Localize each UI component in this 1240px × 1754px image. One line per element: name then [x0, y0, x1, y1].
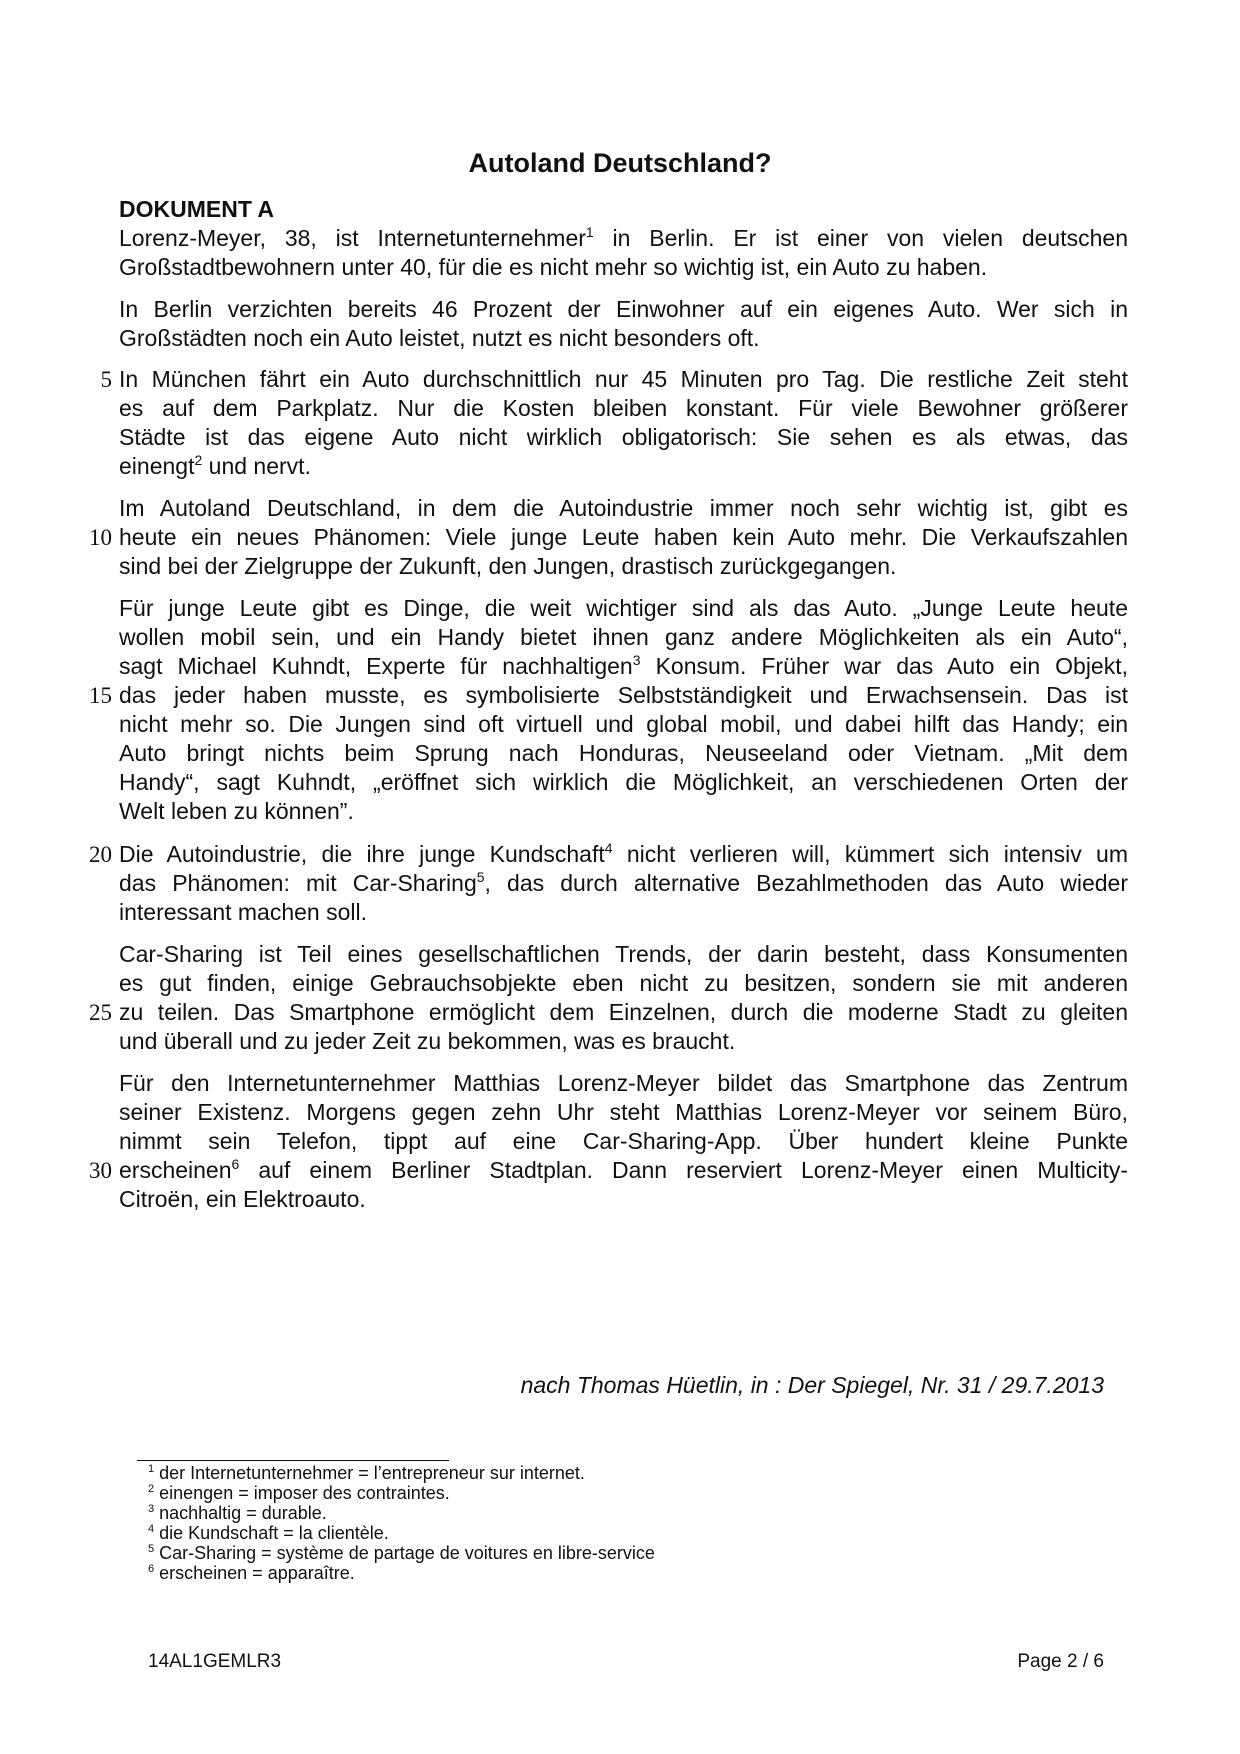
body-line: interessant machen soll. [119, 899, 368, 925]
footnote: $^6$ erscheinen = apparaître. [148, 1563, 355, 1583]
footnote-divider [137, 1460, 449, 1461]
document-title: Autoland Deutschland? [468, 148, 772, 178]
body-line: Handy“, sagt Kuhndt, „eröffnet sich wirklich die Möglichkeit, an verschiedenen Orten der [119, 769, 1128, 795]
body-line: In München fährt ein Auto durchschnittlich nur 45 Minuten pro Tag. Die restliche Zeit steht [119, 366, 1128, 392]
body-line: sagt Michael Kuhndt, Experte für nachhaltigen$^3$ Konsum. Früher war das Auto ein Objekt, [119, 652, 1129, 679]
body-line: Großstadtbewohnern unter 40, für die es nicht mehr so wichtig ist, ein Auto zu haben. [119, 254, 988, 280]
body-line: das jeder haben musste, es symbolisierte Selbstständigkeit und Erwachsensein. Das ist [119, 682, 1128, 708]
body-line: erscheinen$^6$ auf einem Berliner Stadtplan. Dann reserviert Lorenz-Meyer einen Multicity- [119, 1156, 1128, 1183]
body-line: Auto bringt nichts beim Sprung nach Honduras, Neuseeland oder Vietnam. „Mit dem [119, 740, 1128, 766]
line-number: 20 [89, 842, 112, 867]
footnote: $^3$ nachhaltig = durable. [148, 1503, 327, 1523]
body-line: sind bei der Zielgruppe der Zukunft, den Jungen, drastisch zurückgegangen. [119, 553, 897, 579]
body-line: es auf dem Parkplatz. Nur die Kosten bleiben konstant. Für viele Bewohner größerer [119, 395, 1128, 421]
body-line: Für den Internetunternehmer Matthias Lorenz-Meyer bildet das Smartphone das Zentrum [119, 1070, 1128, 1096]
footnote: $^5$ Car-Sharing = système de partage de voitures en libre-service [148, 1543, 655, 1563]
body-line: nicht mehr so. Die Jungen sind oft virtuell und global mobil, und dabei hilft das Handy; ein [119, 711, 1128, 737]
line-number: 25 [89, 1000, 112, 1025]
body-line: Welt leben zu können”. [119, 798, 354, 824]
body-line: Für junge Leute gibt es Dinge, die weit wichtiger sind als das Auto. „Junge Leute heute [119, 595, 1128, 621]
body-line: zu teilen. Das Smartphone ermöglicht dem Einzelnen, durch die moderne Stadt zu gleiten [119, 999, 1128, 1025]
body-line: Städte ist das eigene Auto nicht wirklich obligatorisch: Sie sehen es als etwas, das [119, 424, 1128, 450]
body-line: einengt$^2$ und nervt. [119, 452, 311, 479]
line-number: 30 [89, 1158, 112, 1183]
body-line: heute ein neues Phänomen: Viele junge Leute haben kein Auto mehr. Die Verkaufszahlen [119, 524, 1128, 550]
footnote: $^2$ einengen = imposer des contraintes. [148, 1483, 450, 1503]
body-line: und überall und zu jeder Zeit zu bekommen, was es braucht. [119, 1028, 736, 1054]
footnote: $^4$ die Kundschaft = la clientèle. [148, 1523, 389, 1543]
body-line: seiner Existenz. Morgens gegen zehn Uhr steht Matthias Lorenz-Meyer vor seinem Büro, [119, 1099, 1128, 1125]
footnote: $^1$ der Internetunternehmer = l’entrepreneur sur internet. [148, 1463, 585, 1483]
body-line: In Berlin verzichten bereits 46 Prozent der Einwohner auf ein eigenes Auto. Wer sich in [119, 296, 1128, 322]
page-number: Page 2 / 6 [1017, 1651, 1104, 1672]
body-line: Lorenz-Meyer, 38, ist Internetunternehmer$^1$ in Berlin. Er ist einer von vielen deutschen [119, 224, 1128, 251]
body-line: es gut finden, einige Gebrauchsobjekte eben nicht zu besitzen, sondern sie mit anderen [119, 970, 1128, 996]
document-label: DOKUMENT A [119, 196, 275, 222]
body-line: Im Autoland Deutschland, in dem die Autoindustrie immer noch sehr wichtig ist, gibt es [119, 495, 1128, 521]
body-line: Car-Sharing ist Teil eines gesellschaftlichen Trends, der darin besteht, dass Konsumenten [119, 941, 1128, 967]
body-line: Großstädten noch ein Auto leistet, nutzt es nicht besonders oft. [119, 325, 760, 351]
body-line: das Phänomen: mit Car-Sharing$^5$, das durch alternative Bezahlmethoden das Auto wieder [119, 869, 1128, 896]
line-number: 10 [89, 525, 112, 550]
body-line: wollen mobil sein, und ein Handy bietet ihnen ganz andere Möglichkeiten als ein Auto“, [119, 624, 1128, 650]
document-code: 14AL1GEMLR3 [148, 1651, 282, 1672]
body-line: Citroën, ein Elektroauto. [119, 1186, 366, 1212]
line-number: 5 [100, 367, 112, 392]
body-line: Die Autoindustrie, die ihre junge Kundschaft$^4$ nicht verlieren will, kümmert sich intensiv um [119, 840, 1128, 867]
source-citation: nach Thomas Hüetlin, in : Der Spiegel, Nr. 31 / 29.7.2013 [520, 1372, 1104, 1398]
body-line: nimmt sein Telefon, tippt auf eine Car-Sharing-App. Über hundert kleine Punkte [119, 1128, 1128, 1154]
line-number: 15 [89, 683, 112, 708]
